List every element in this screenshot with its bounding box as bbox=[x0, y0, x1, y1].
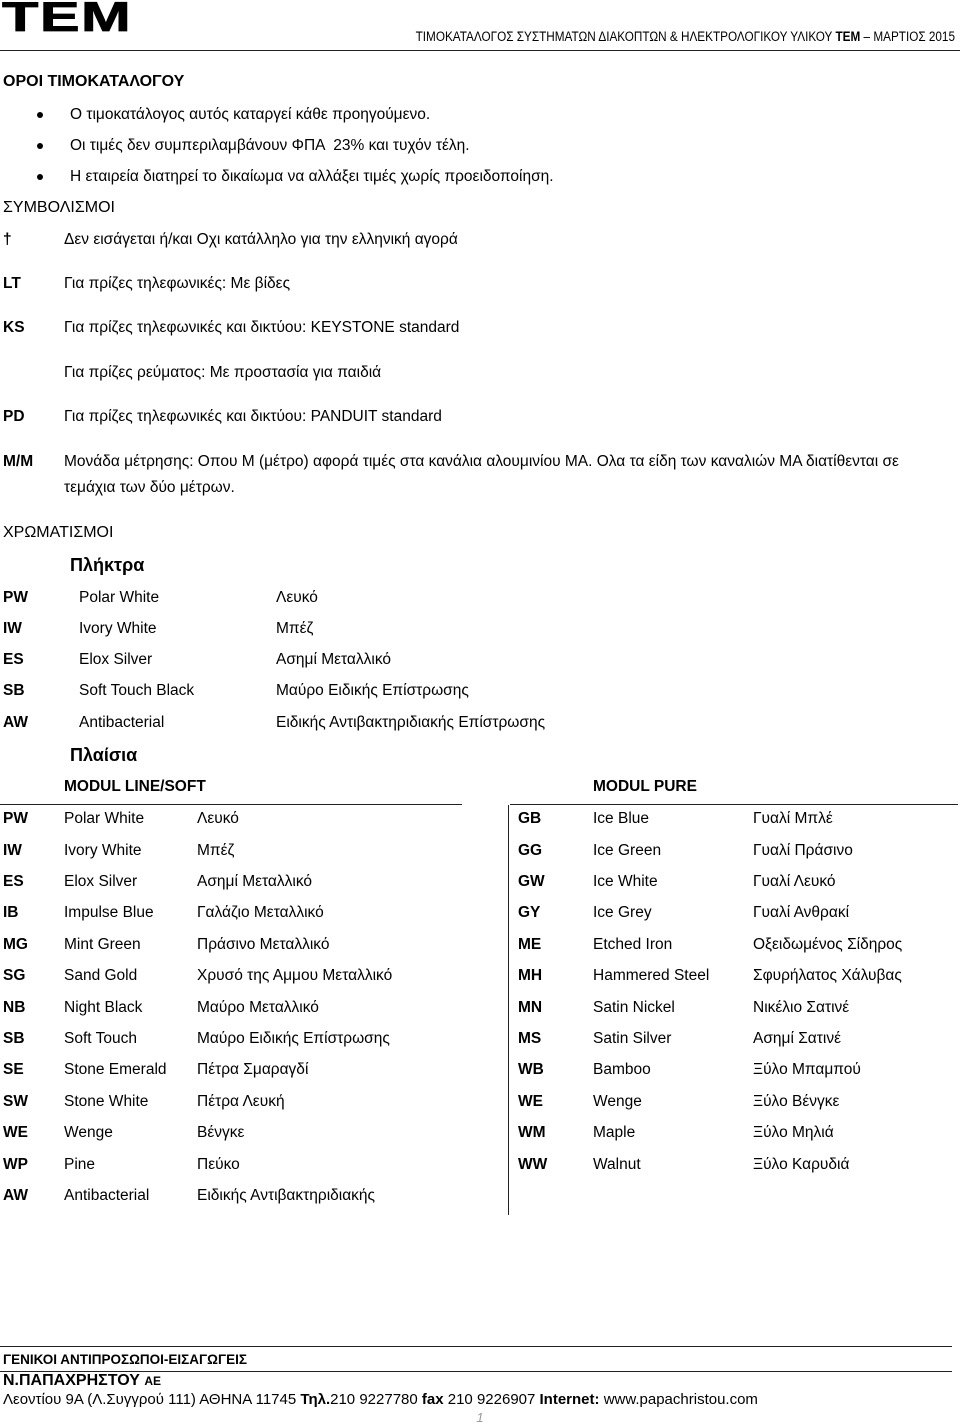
terms-item-text: Η εταιρεία διατηρεί το δικαίωμα να αλλάξει τιμές χωρίς προειδοποίηση. bbox=[70, 168, 554, 185]
address: Λεοντίου 9Α (Λ.Συγγρού 111) ΑΘΗΝΑ 11745 bbox=[3, 1391, 297, 1408]
footer-company bbox=[3, 1372, 161, 1390]
terms-item bbox=[0, 136, 700, 156]
color-name: Ivory White bbox=[79, 619, 157, 637]
color-code: SW bbox=[3, 1092, 28, 1110]
color-name: Ice Green bbox=[593, 841, 662, 859]
phone-label: Τηλ. bbox=[300, 1391, 331, 1408]
color-name: Elox Silver bbox=[64, 873, 138, 891]
color-name: Stone Emerald bbox=[64, 1061, 167, 1079]
color-code: GG bbox=[518, 841, 543, 859]
line-soft-color-row bbox=[0, 897, 470, 928]
color-name: Stone White bbox=[64, 1092, 149, 1110]
color-name: Antibacterial bbox=[79, 713, 165, 731]
frames-heading: Πλαίσια bbox=[70, 745, 138, 765]
footer-divider bbox=[0, 1346, 952, 1347]
symbol-description: Για πρίζες τηλεφωνικές και δικτύου: KEYSTONE standard bbox=[64, 319, 460, 336]
symbol-row bbox=[0, 230, 960, 250]
symbol-row bbox=[0, 449, 960, 501]
colors-heading: ΧΡΩΜΑΤΙΣΜΟΙ bbox=[3, 524, 114, 541]
symbol-description: Για πρίζες τηλεφωνικές: Με βίδες bbox=[64, 275, 291, 292]
header-divider bbox=[0, 50, 960, 51]
color-description: Γυαλί Μπλέ bbox=[753, 810, 833, 828]
catalog-title-brand: ΤΕΜ bbox=[835, 29, 861, 44]
bullet-icon bbox=[37, 112, 43, 118]
color-name: Wenge bbox=[593, 1092, 642, 1110]
line-soft-color-row bbox=[0, 803, 470, 834]
footer-address bbox=[3, 1392, 758, 1408]
color-name: Mint Green bbox=[64, 935, 141, 953]
color-description: Λευκό bbox=[197, 810, 239, 828]
pure-color-row bbox=[508, 1054, 960, 1085]
color-code: GY bbox=[518, 904, 541, 922]
color-name: Night Black bbox=[64, 998, 143, 1016]
color-code: WB bbox=[518, 1061, 544, 1079]
fax-label: fax bbox=[421, 1391, 444, 1408]
color-name: Etched Iron bbox=[593, 935, 673, 953]
color-description: Λευκό bbox=[276, 588, 318, 606]
color-name: Wenge bbox=[64, 1124, 113, 1142]
color-description: Ειδικής Αντιβακτηριδιακής Επίστρωσης bbox=[276, 713, 546, 731]
color-description: Γυαλί Λευκό bbox=[753, 873, 836, 891]
color-code: SB bbox=[3, 682, 25, 700]
keys-color-row bbox=[0, 613, 960, 644]
keys-color-row bbox=[0, 644, 960, 675]
color-name: Antibacterial bbox=[64, 1186, 150, 1204]
color-code: IW bbox=[3, 841, 22, 859]
color-description: Γυαλί Πράσινο bbox=[753, 841, 853, 859]
color-code: GW bbox=[518, 873, 545, 891]
color-code: SE bbox=[3, 1061, 24, 1079]
line-soft-color-row bbox=[0, 992, 470, 1023]
color-code: WE bbox=[3, 1124, 28, 1142]
phone: 210 9227780 bbox=[330, 1391, 418, 1408]
bullet-icon bbox=[37, 174, 43, 180]
pure-color-row bbox=[508, 835, 960, 866]
pure-color-row bbox=[508, 1117, 960, 1148]
pure-color-row bbox=[508, 1086, 960, 1117]
color-name: Satin Nickel bbox=[593, 998, 675, 1016]
color-code: NB bbox=[3, 998, 26, 1016]
line-soft-color-row bbox=[0, 960, 470, 991]
catalog-title bbox=[416, 29, 955, 45]
color-name: Maple bbox=[593, 1124, 636, 1142]
color-name: Polar White bbox=[64, 810, 145, 828]
catalog-title-main: ΤΙΜΟΚΑΤΑΛΟΓΟΣ ΣΥΣΤΗΜΑΤΩΝ ΔΙΑΚΟΠΤΩΝ & ΗΛΕΚΤΡΟΛΟΓΙΚΟΥ ΥΛΙΚΟΥ bbox=[415, 29, 833, 44]
color-description: Ξύλο Βένγκε bbox=[753, 1092, 840, 1110]
pure-color-row bbox=[508, 803, 960, 834]
modul-line-soft-heading: MODUL LINE/SOFT bbox=[64, 778, 206, 795]
color-description: Ασημί Σατινέ bbox=[753, 1030, 841, 1048]
color-description: Μαύρο Μεταλλικό bbox=[197, 998, 319, 1016]
color-name: Ivory White bbox=[64, 841, 142, 859]
symbol-code: LT bbox=[3, 275, 21, 292]
symbols-heading: ΣΥΜΒΟΛΙΣΜΟΙ bbox=[3, 199, 115, 216]
pure-color-row bbox=[508, 1149, 960, 1180]
symbol-row bbox=[0, 318, 960, 338]
color-description: Πέτρα Λευκή bbox=[197, 1092, 285, 1110]
modul-pure-heading: MODUL PURE bbox=[593, 778, 697, 795]
tem-logo: TEM bbox=[2, 0, 133, 40]
color-description: Χρυσό της Αμμου Μεταλλικό bbox=[197, 967, 393, 985]
color-name: Elox Silver bbox=[79, 651, 153, 668]
color-code: WP bbox=[3, 1155, 28, 1173]
symbol-row bbox=[0, 407, 960, 427]
color-description: Ασημί Μεταλλικό bbox=[197, 873, 313, 891]
symbol-description: Για πρίζες ρεύματος: Με προστασία για παιδιά bbox=[64, 364, 382, 381]
color-code: MN bbox=[518, 998, 543, 1016]
color-name: Ice Blue bbox=[593, 810, 650, 828]
color-description: Μπέζ bbox=[276, 619, 314, 637]
line-soft-color-row bbox=[0, 1117, 470, 1148]
terms-item-text: Οι τιμές δεν συμπεριλαμβάνουν ΦΠΑ 23% και τυχόν τέλη. bbox=[70, 137, 470, 154]
color-code: WM bbox=[518, 1124, 546, 1142]
line-soft-color-row bbox=[0, 929, 470, 960]
color-description: Γυαλί Ανθρακί bbox=[753, 904, 850, 922]
pure-color-row bbox=[508, 866, 960, 897]
color-name: Hammered Steel bbox=[593, 967, 710, 985]
color-description: Νικέλιο Σατινέ bbox=[753, 998, 850, 1016]
pure-color-table bbox=[508, 803, 960, 1180]
color-description: Πέτρα Σμαραγδί bbox=[197, 1061, 309, 1079]
terms-item bbox=[0, 167, 700, 187]
terms-heading: ΟΡΟΙ ΤΙΜΟΚΑΤΑΛΟΓΟΥ bbox=[3, 73, 185, 90]
symbol-description: Δεν εισάγεται ή/και Οχι κατάλληλο για την ελληνική αγορά bbox=[64, 231, 458, 248]
color-description: Πράσινο Μεταλλικό bbox=[197, 935, 330, 953]
company-name: Ν.ΠΑΠΑΧΡΗΣΤΟΥ bbox=[3, 1372, 140, 1389]
color-code: PW bbox=[3, 810, 28, 828]
line-soft-color-row bbox=[0, 866, 470, 897]
pure-color-row bbox=[508, 960, 960, 991]
pure-color-row bbox=[508, 992, 960, 1023]
symbol-description: Μονάδα μέτρησης: Οπου Μ (μέτρο) αφορά τιμές στα κανάλια αλουμινίου ΜΑ. Ολα τα είδη των καναλιών ΜΑ διατίθενται σε τεμάχια των δύο μέτρων. bbox=[64, 453, 899, 496]
line-soft-color-row bbox=[0, 1086, 470, 1117]
color-code: ES bbox=[3, 873, 24, 891]
symbol-code: † bbox=[3, 231, 12, 248]
color-description: Ξύλο Μπαμπού bbox=[753, 1061, 861, 1079]
pure-color-row bbox=[508, 1023, 960, 1054]
color-description: Μαύρο Ειδικής Επίστρωσης bbox=[197, 1030, 390, 1048]
color-code: MH bbox=[518, 967, 543, 985]
color-code: IW bbox=[3, 619, 22, 637]
company-type: ΑΕ bbox=[144, 1374, 161, 1388]
symbol-description: Για πρίζες τηλεφωνικές και δικτύου: PANDUIT standard bbox=[64, 408, 442, 425]
color-description: Βένγκε bbox=[197, 1124, 245, 1142]
line-soft-color-row bbox=[0, 1023, 470, 1054]
line-soft-color-table bbox=[0, 803, 470, 1211]
color-description: Οξειδωμένος Σίδηρος bbox=[753, 935, 903, 953]
footer-distributors: ΓΕΝΙΚΟΙ ΑΝΤΙΠΡΟΣΩΠΟΙ-ΕΙΣΑΓΩΓΕΙΣ bbox=[3, 1352, 247, 1367]
color-code: AW bbox=[3, 1186, 28, 1204]
line-soft-color-row bbox=[0, 1054, 470, 1085]
symbol-row bbox=[0, 274, 960, 294]
website: www.papachristou.com bbox=[603, 1391, 758, 1408]
color-name: Soft Touch Black bbox=[79, 682, 195, 700]
color-code: IB bbox=[3, 904, 19, 922]
color-description: Ξύλο Μηλιά bbox=[753, 1124, 834, 1142]
color-code: ES bbox=[3, 651, 24, 668]
pure-color-row bbox=[508, 929, 960, 960]
line-soft-color-row bbox=[0, 1180, 470, 1211]
symbol-code: KS bbox=[3, 319, 25, 336]
keys-color-table bbox=[0, 582, 960, 738]
color-code: MS bbox=[518, 1030, 542, 1048]
color-name: Impulse Blue bbox=[64, 904, 154, 922]
symbol-row bbox=[0, 363, 960, 383]
fax: 210 9226907 bbox=[447, 1391, 536, 1408]
keys-color-row bbox=[0, 707, 960, 738]
color-name: Pine bbox=[64, 1155, 96, 1173]
color-code: PW bbox=[3, 588, 28, 606]
internet-label: Internet: bbox=[539, 1391, 600, 1408]
color-code: SG bbox=[3, 967, 26, 985]
color-name: Satin Silver bbox=[593, 1030, 672, 1048]
color-description: Μπέζ bbox=[197, 841, 235, 859]
color-description: Πεύκο bbox=[197, 1155, 240, 1173]
keys-color-row bbox=[0, 582, 960, 613]
color-name: Polar White bbox=[79, 588, 160, 606]
catalog-title-date: – ΜΑΡΤΙΟΣ 2015 bbox=[863, 29, 955, 44]
terms-item-text: Ο τιμοκατάλογος αυτός καταργεί κάθε προηγούμενο. bbox=[70, 106, 431, 123]
color-code: AW bbox=[3, 713, 28, 731]
color-description: Ασημί Μεταλλικό bbox=[276, 651, 392, 668]
line-soft-color-row bbox=[0, 835, 470, 866]
color-name: Ice White bbox=[593, 873, 658, 891]
color-code: ME bbox=[518, 935, 542, 953]
pure-color-row bbox=[508, 897, 960, 928]
color-name: Bamboo bbox=[593, 1061, 651, 1079]
color-code: SB bbox=[3, 1030, 25, 1048]
color-code: GB bbox=[518, 810, 542, 828]
color-code: WW bbox=[518, 1155, 548, 1173]
color-description: Ξύλο Καρυδιά bbox=[753, 1155, 850, 1173]
line-soft-color-row bbox=[0, 1149, 470, 1180]
symbol-code: M/M bbox=[3, 453, 34, 470]
color-description: Σφυρήλατος Χάλυβας bbox=[753, 967, 902, 985]
keys-heading: Πλήκτρα bbox=[70, 555, 145, 575]
color-name: Walnut bbox=[593, 1155, 641, 1173]
color-name: Soft Touch bbox=[64, 1030, 137, 1048]
color-name: Sand Gold bbox=[64, 967, 138, 985]
page-number: 1 bbox=[476, 1410, 484, 1425]
symbol-code: PD bbox=[3, 408, 25, 425]
color-code: WE bbox=[518, 1092, 543, 1110]
bullet-icon bbox=[37, 143, 43, 149]
terms-item bbox=[0, 105, 700, 125]
color-code: MG bbox=[3, 935, 28, 953]
color-description: Γαλάζιο Μεταλλικό bbox=[197, 904, 324, 922]
keys-color-row bbox=[0, 675, 960, 706]
color-description: Μαύρο Ειδικής Επίστρωσης bbox=[276, 682, 469, 700]
color-name: Ice Grey bbox=[593, 904, 652, 922]
color-description: Ειδικής Αντιβακτηριδιακής bbox=[197, 1186, 376, 1204]
